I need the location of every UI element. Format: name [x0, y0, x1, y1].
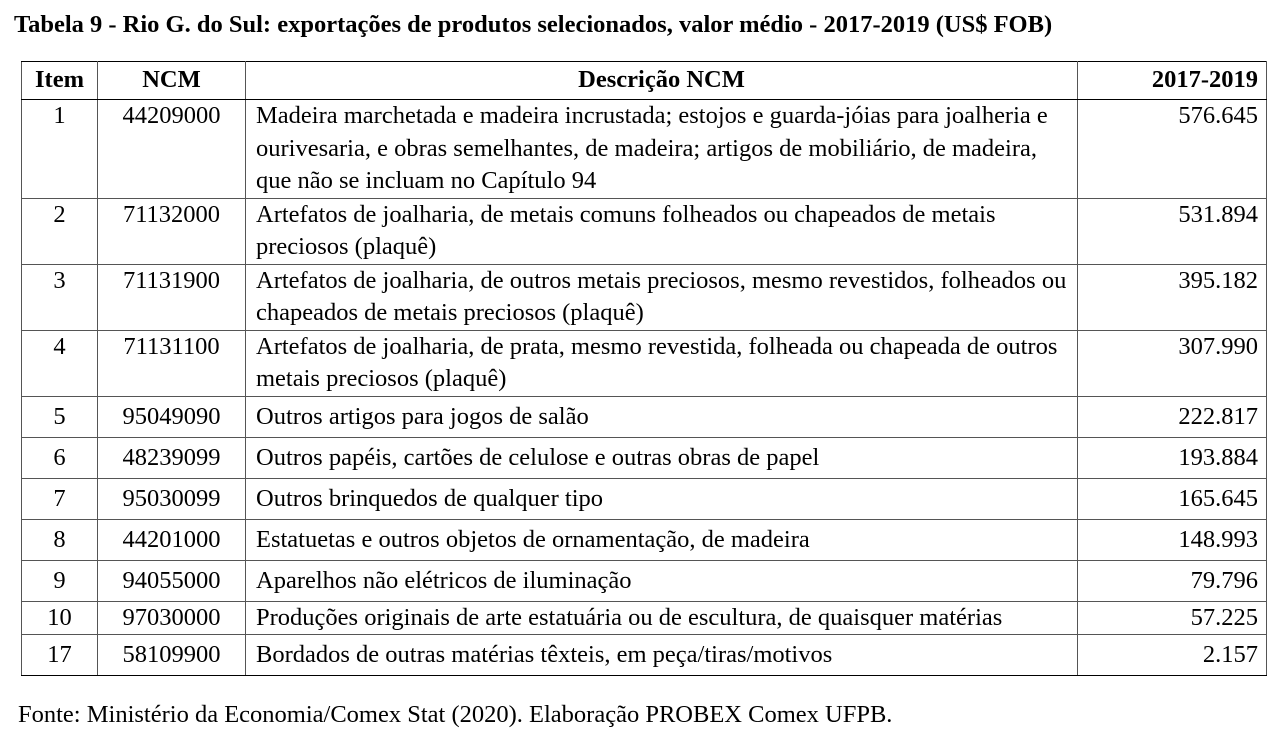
- value-cell: 2.157: [1078, 635, 1267, 676]
- description-cell: Outros artigos para jogos de salão: [246, 396, 1078, 437]
- item-cell: 1: [22, 100, 98, 199]
- ncm-cell: 71132000: [98, 198, 246, 264]
- ncm-cell: 95030099: [98, 478, 246, 519]
- ncm-cell: 48239099: [98, 437, 246, 478]
- table-row: [22, 396, 1267, 437]
- value-cell: 148.993: [1078, 519, 1267, 560]
- table-row: [22, 635, 1267, 676]
- value-cell: 165.645: [1078, 478, 1267, 519]
- item-cell: 4: [22, 330, 98, 396]
- table-row: [22, 264, 1267, 330]
- table-row: [22, 198, 1267, 264]
- table-row: [22, 601, 1267, 635]
- table-row: [22, 560, 1267, 601]
- description-cell: Madeira marchetada e madeira incrustada; estojos e guarda-jóias para joalheria e ourivesaria, e obras semelhantes, de madeira; artigos de mobiliário, de madeira, que não se incluam no Capítulo 94: [246, 100, 1078, 199]
- table-row: [22, 437, 1267, 478]
- ncm-cell: 95049090: [98, 396, 246, 437]
- exports-table: [21, 61, 1267, 676]
- item-cell: 2: [22, 198, 98, 264]
- header-row: [22, 62, 1267, 100]
- ncm-cell: 94055000: [98, 560, 246, 601]
- value-cell: 576.645: [1078, 100, 1267, 199]
- source-note: Fonte: Ministério da Economia/Comex Stat (2020). Elaboração PROBEX Comex UFPB.: [18, 701, 893, 728]
- table-row: [22, 478, 1267, 519]
- description-cell: Aparelhos não elétricos de iluminação: [246, 560, 1078, 601]
- item-cell: 17: [22, 635, 98, 676]
- ncm-cell: 71131900: [98, 264, 246, 330]
- item-cell: 8: [22, 519, 98, 560]
- ncm-cell: 44209000: [98, 100, 246, 199]
- value-cell: 79.796: [1078, 560, 1267, 601]
- item-cell: 6: [22, 437, 98, 478]
- table-title: Tabela 9 - Rio G. do Sul: exportações de produtos selecionados, valor médio - 2017-2019 (US$ FOB): [14, 11, 1053, 38]
- value-cell: 395.182: [1078, 264, 1267, 330]
- value-cell: 193.884: [1078, 437, 1267, 478]
- item-cell: 9: [22, 560, 98, 601]
- description-cell: Produções originais de arte estatuária ou de escultura, de quaisquer matérias: [246, 601, 1078, 635]
- ncm-cell: 58109900: [98, 635, 246, 676]
- description-cell: Artefatos de joalharia, de prata, mesmo revestida, folheada ou chapeada de outros metais preciosos (plaquê): [246, 330, 1078, 396]
- item-cell: 5: [22, 396, 98, 437]
- value-cell: 222.817: [1078, 396, 1267, 437]
- header-description: Descrição NCM: [246, 62, 1078, 100]
- description-cell: Estatuetas e outros objetos de ornamentação, de madeira: [246, 519, 1078, 560]
- description-cell: Outros papéis, cartões de celulose e outras obras de papel: [246, 437, 1078, 478]
- table-row: [22, 330, 1267, 396]
- ncm-cell: 71131100: [98, 330, 246, 396]
- ncm-cell: 97030000: [98, 601, 246, 635]
- header-value: 2017-2019: [1078, 62, 1267, 100]
- table-row: [22, 519, 1267, 560]
- item-cell: 7: [22, 478, 98, 519]
- description-cell: Artefatos de joalharia, de outros metais preciosos, mesmo revestidos, folheados ou chapeados de metais preciosos (plaquê): [246, 264, 1078, 330]
- value-cell: 57.225: [1078, 601, 1267, 635]
- item-cell: 10: [22, 601, 98, 635]
- description-cell: Artefatos de joalharia, de metais comuns folheados ou chapeados de metais preciosos (plaquê): [246, 198, 1078, 264]
- value-cell: 307.990: [1078, 330, 1267, 396]
- table-row: [22, 100, 1267, 199]
- description-cell: Outros brinquedos de qualquer tipo: [246, 478, 1078, 519]
- description-cell: Bordados de outras matérias têxteis, em peça/tiras/motivos: [246, 635, 1078, 676]
- item-cell: 3: [22, 264, 98, 330]
- value-cell: 531.894: [1078, 198, 1267, 264]
- header-item: Item: [22, 62, 98, 100]
- ncm-cell: 44201000: [98, 519, 246, 560]
- header-ncm: NCM: [98, 62, 246, 100]
